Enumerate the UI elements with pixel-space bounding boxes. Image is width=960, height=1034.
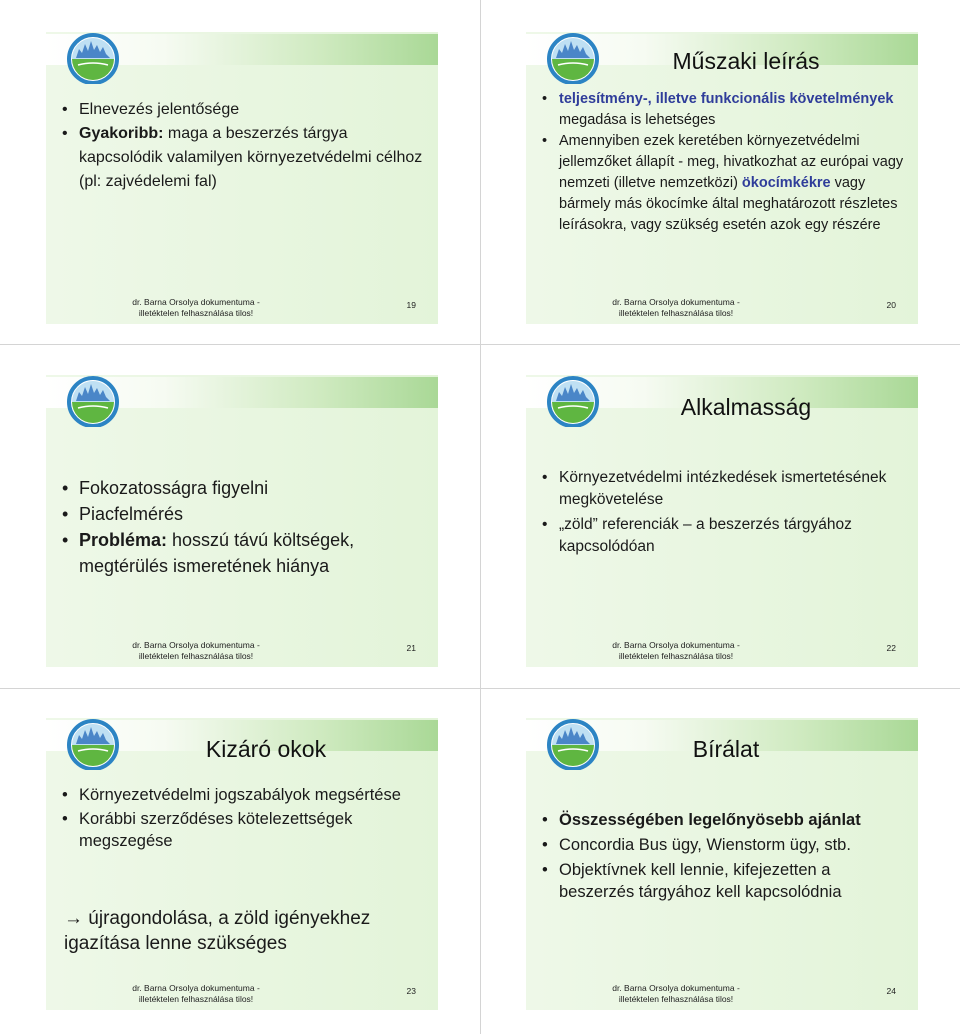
slide-24 [526,718,918,1010]
logo-icon [544,718,602,770]
bullet-list [540,467,908,558]
logo-icon [544,32,602,84]
slide-footer: dr. Barna Orsolya dokumentuma - illetéktelen felhasználása tilos! [132,297,260,318]
slide-number: 24 [886,986,896,996]
bullet-list [60,784,428,852]
conclusion-note: → újragondolása, a zöld igényekhez igazítása lenne szükséges [64,908,371,954]
list-item: • Piacfelmérés [60,501,428,527]
slide-title: Műszaki leírás [672,48,820,74]
list-item: • Összességében legelőnyösebb ajánlat [540,809,908,831]
list-item: • Probléma: hosszú távú költségek, megtérülés ismeretének hiánya [60,527,428,579]
list-item: • Környezetvédelmi jogszabályok megsértése [60,784,428,806]
slide-footer: dr. Barna Orsolya dokumentuma - illetéktelen felhasználása tilos! [612,983,740,1004]
page-divider [480,0,481,1034]
slide-footer: dr. Barna Orsolya dokumentuma - illetéktelen felhasználása tilos! [132,983,260,1004]
slide-title: Kizáró okok [205,736,327,762]
list-item: • Korábbi szerződéses kötelezettségek megszegése [60,808,428,852]
slide-title: Alkalmasság [680,394,812,420]
list-item: • teljesítmény-, illetve funkcionális követelmények megadása is lehetséges [540,89,908,131]
slide-title: Bírálat [692,736,760,762]
slide-footer: dr. Barna Orsolya dokumentuma - illetéktelen felhasználása tilos! [612,640,740,661]
logo-icon [64,375,122,427]
list-item: • Objektívnek kell lennie, kifejezetten a beszerzés tárgyához kell kapcsolódnia [540,859,908,903]
bullet-list [540,89,908,236]
logo-icon [64,718,122,770]
slide-22 [526,375,918,667]
slide-number: 21 [406,643,416,653]
list-item: • Amennyiben ezek keretében környezetvédelmi jellemzőket állapít - meg, hivatkozhat az európai vagy nemzeti (illetve nemzetközi) ökocímkékre vagy bármely más ökocímke által meghatározott részletes leírásokra, vagy szükség esetén azok egy részére [540,131,908,236]
list-item: • Concordia Bus ügy, Wienstorm ügy, stb. [540,834,908,856]
slide-footer: dr. Barna Orsolya dokumentuma - illetéktelen felhasználása tilos! [132,640,260,661]
list-item: • „zöld” referenciák – a beszerzés tárgyához kapcsolódóan [540,514,908,558]
logo-icon [544,375,602,427]
slide-number: 22 [886,643,896,653]
logo-icon [64,32,122,84]
slide-21 [46,375,438,667]
bullet-list [60,475,428,579]
slide-number: 19 [406,300,416,310]
bullet-list [540,809,908,903]
list-item: • Környezetvédelmi intézkedések ismertetésének megkövetelése [540,467,908,511]
slide-23 [46,718,438,1010]
list-item: • Gyakoribb: maga a beszerzés tárgya kapcsolódik valamilyen környezetvédelmi célhoz (pl: zajvédelemi fal) [60,122,428,194]
slide-footer: dr. Barna Orsolya dokumentuma - illetéktelen felhasználása tilos! [612,297,740,318]
list-item: • Fokozatosságra figyelni [60,475,428,501]
slide-19 [46,32,438,324]
slide-number: 23 [406,986,416,996]
list-item: • Elnevezés jelentősége [60,98,428,122]
slide-20 [526,32,918,324]
bullet-list [60,98,428,194]
slide-number: 20 [886,300,896,310]
